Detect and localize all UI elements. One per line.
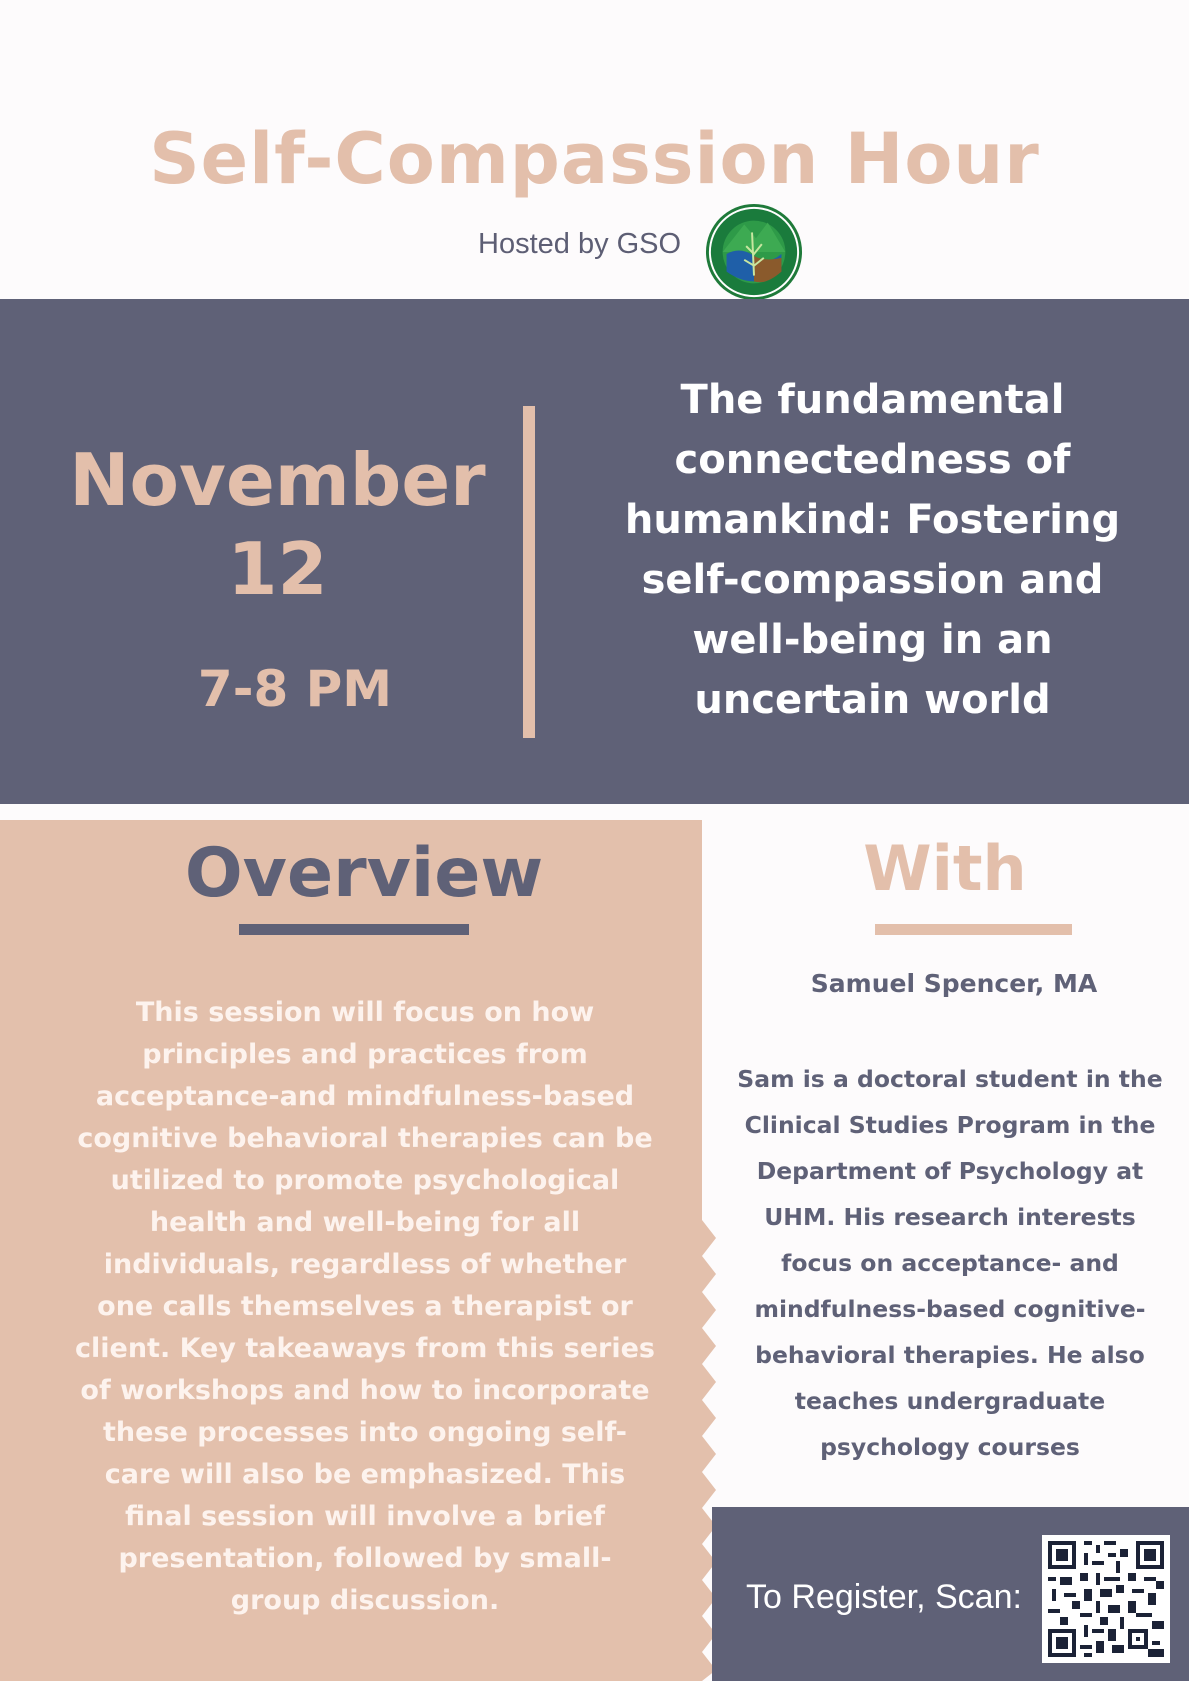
overview-body: This session will focus on how principles and practices from acceptance-and mindfulness-based cognitive behavioral therapies can be utilized to promote psychological health and well-being for all individuals, regardless of whether one calls themselves a therapist or client. Key takeaways from this series of workshops and how to incorporate these processes into ongoing self-care will also be emphasized. This final session will involve a brief presentation, followed by small-group discussion. [75,997,655,1616]
event-topic: The fundamental connectedness of humankind: Fostering self-compassion and well-being in an uncertain world [624,377,1121,723]
qr-code-icon [1048,1541,1164,1657]
event-time: 7-8 PM [197,660,393,718]
overview-heading: Overview [184,834,544,913]
event-month: November [69,438,486,522]
event-day: 12 [227,527,328,611]
vertical-divider [523,406,535,738]
hosted-by-label: Hosted by GSO [478,228,682,260]
overview-underline [239,924,469,935]
register-label: To Register, Scan: [746,1578,1022,1616]
speaker-bio: Sam is a doctoral student in the Clinical Studies Program in the Department of Psychology at UHM. His research interests focus on acceptance- and mindfulness-based cognitive-behavioral therapies. He also teaches undergraduate psychology courses [737,1065,1163,1461]
page-title: Self-Compassion Hour [149,118,1040,200]
with-underline [875,924,1072,935]
with-heading: With [863,832,1027,905]
gso-seal-logo-icon [705,203,803,301]
register-qr-code[interactable] [1042,1535,1170,1663]
speaker-name: Samuel Spencer, MA [810,969,1098,998]
